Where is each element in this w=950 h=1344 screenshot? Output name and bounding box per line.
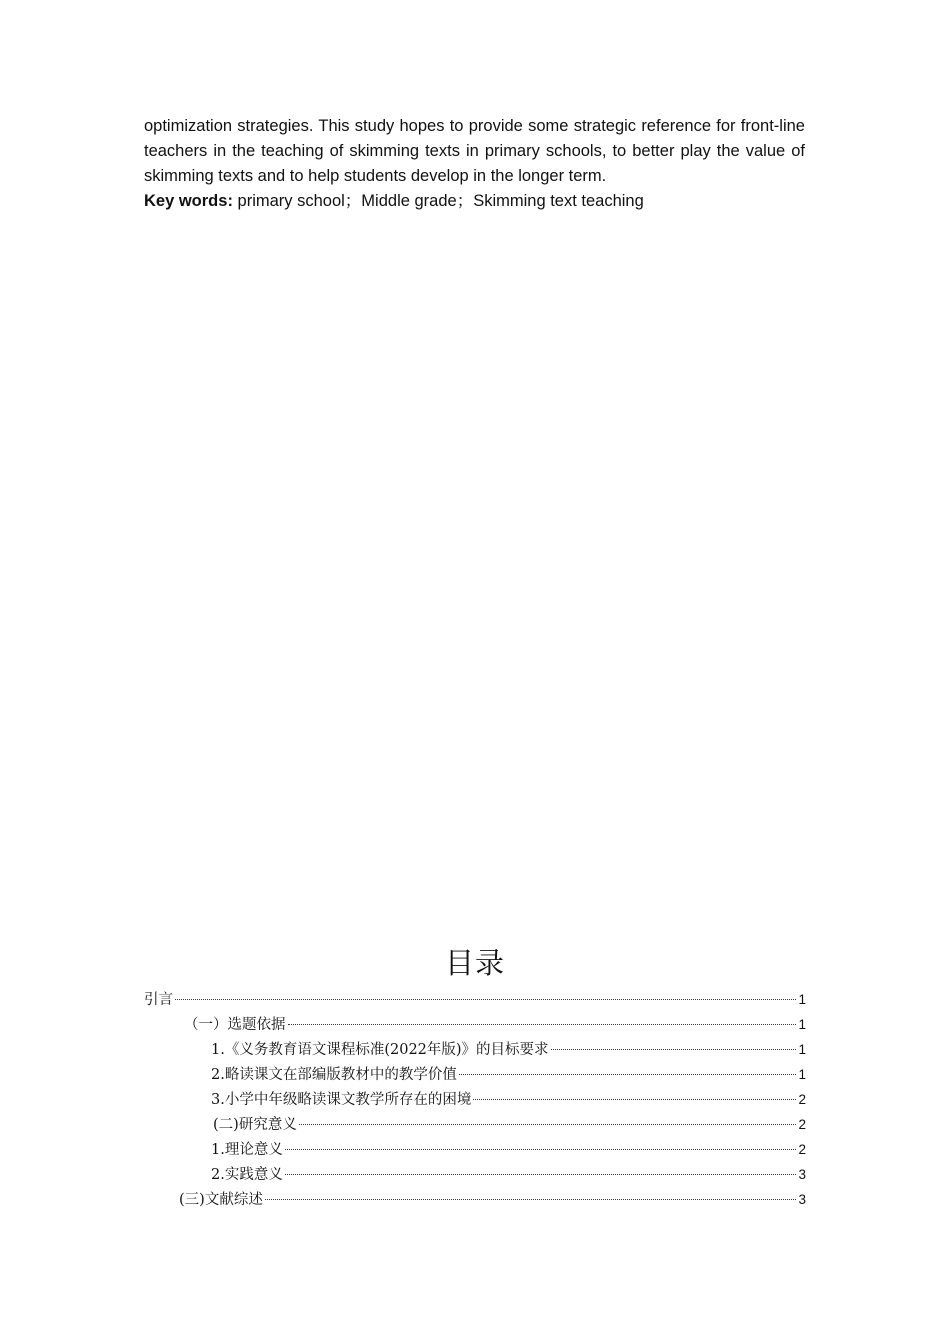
- toc-entry[interactable]: [144, 1187, 806, 1212]
- toc-entry-text: 引言: [144, 992, 173, 1008]
- toc-entry[interactable]: [144, 1012, 806, 1037]
- toc-entry-text: (二)研究意义: [213, 1117, 297, 1133]
- toc-entry-text: 1.《义务教育语文课程标准(2022年版)》的目标要求: [211, 1042, 549, 1058]
- toc-entry-text: 1.理论意义: [211, 1142, 283, 1158]
- toc-entry-text: 3.小学中年级略读课文教学所存在的困境: [211, 1092, 472, 1108]
- toc-dot-leader: [285, 1174, 797, 1175]
- toc-page-number: 1: [798, 992, 806, 1007]
- toc-page-number: 2: [798, 1142, 806, 1157]
- toc-dot-leader: [459, 1074, 797, 1075]
- toc-page-number: 1: [798, 1017, 806, 1032]
- toc-entry-text: 2.实践意义: [211, 1167, 283, 1183]
- toc-page-number: 1: [798, 1067, 806, 1082]
- toc-dot-leader: [551, 1049, 797, 1050]
- table-of-contents: [144, 987, 806, 1212]
- keywords-text: primary school；Middle grade；Skimming text teaching: [232, 192, 644, 210]
- toc-page-number: 3: [798, 1192, 806, 1207]
- toc-page-number: 1: [798, 1042, 806, 1057]
- toc-page-number: 3: [798, 1167, 806, 1182]
- toc-entry[interactable]: [144, 1037, 806, 1062]
- keywords-label: Key words:: [144, 192, 233, 210]
- toc-dot-leader: [473, 1099, 796, 1100]
- toc-entry-text: （一）选题依据: [184, 1017, 286, 1033]
- toc-entry[interactable]: [144, 1087, 806, 1112]
- toc-dot-leader: [175, 999, 796, 1000]
- toc-page-number: 2: [798, 1092, 806, 1107]
- toc-entry[interactable]: [144, 1062, 806, 1087]
- toc-dot-leader: [265, 1199, 797, 1200]
- toc-entry[interactable]: [144, 1162, 806, 1187]
- toc-entry[interactable]: [144, 1112, 806, 1137]
- toc-dot-leader: [285, 1149, 797, 1150]
- toc-entry[interactable]: [144, 1137, 806, 1162]
- toc-title: 目录: [444, 946, 505, 980]
- toc-entry-text: 2.略读课文在部编版教材中的教学价值: [211, 1067, 457, 1083]
- toc-dot-leader: [299, 1124, 797, 1125]
- toc-entry[interactable]: [144, 987, 806, 1012]
- toc-entry-text: (三)文献综述: [179, 1192, 263, 1208]
- abstract-paragraph: optimization strategies. This study hopes to provide some strategic reference for front-line teachers in the teaching of skimming texts in primary schools, to better play the value of skimming texts and to help students develop in the longer term.: [144, 117, 805, 185]
- toc-page-number: 2: [798, 1117, 806, 1132]
- toc-dot-leader: [288, 1024, 797, 1025]
- abstract-section: [144, 114, 805, 214]
- keywords-line: [144, 189, 805, 214]
